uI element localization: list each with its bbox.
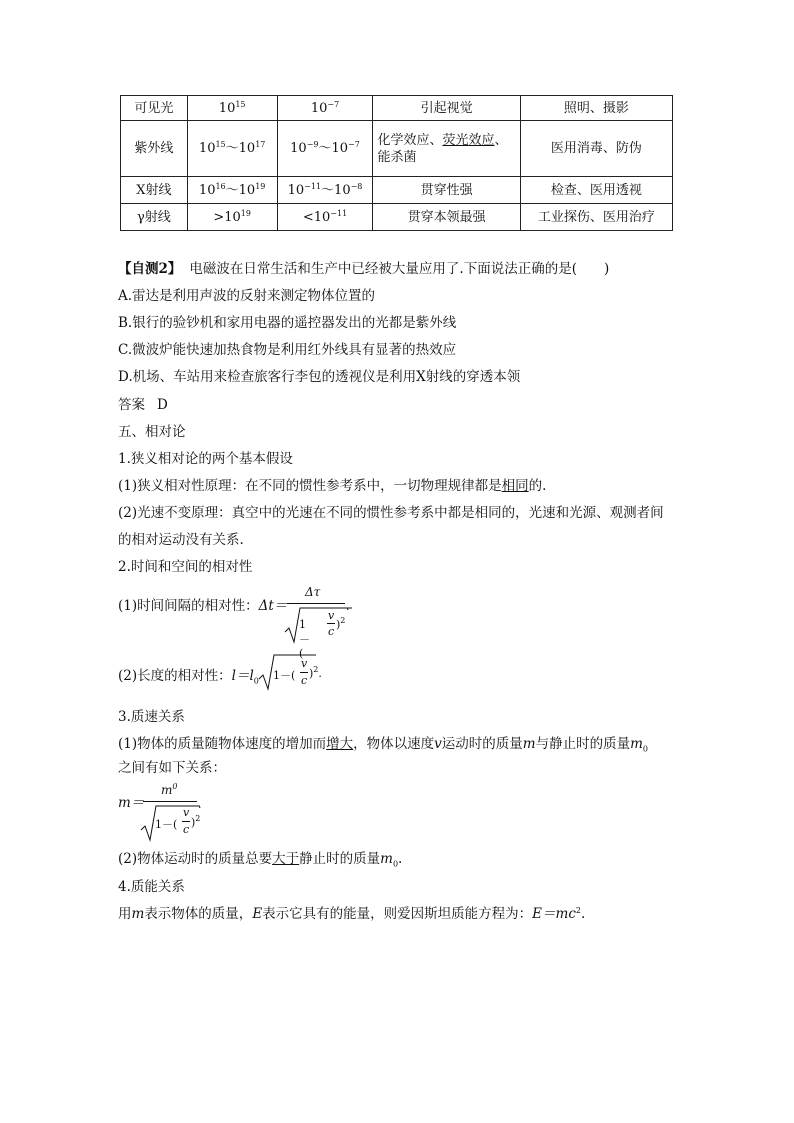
frequency-cell: $10^{15}\sim 10^{17}$ [187, 121, 277, 177]
property-cell: 贯穿本领最强 [373, 204, 520, 231]
c-denominator: c [183, 823, 190, 836]
c-denominator: c [328, 625, 335, 638]
use-cell: 医用消毒、防伪 [520, 121, 672, 177]
wavelength-cell: $10^{-7}$ [277, 96, 373, 121]
property-cell: 引起视觉 [373, 96, 520, 121]
period: . [346, 600, 350, 613]
fraction-bar [287, 603, 345, 604]
fraction-bar [143, 801, 197, 802]
root-body: 1－( [155, 818, 178, 831]
use-cell: 工业探伤、医用治疗 [520, 204, 672, 231]
wave-name: γ射线 [121, 204, 188, 231]
frequency-cell: $>10^{19}$ [187, 204, 277, 231]
v-numerator: v [301, 657, 308, 670]
question-stem: 【自测2】 电磁波在日常生活和生产中已经被大量应用了.下面说法正确的是( ) [118, 261, 610, 277]
square: )$^2$ [336, 616, 346, 631]
answer-line: 答案 D [118, 397, 168, 413]
option-a: A.雷达是利用声波的反射来测定物体位置的 [118, 288, 376, 304]
subsection-title: 4.质能关系 [118, 879, 185, 895]
paragraph: (1)物体的质量随物体速度的增加而增大，物体以速度v运动时的质量m与静止时的质量$m_0$ [118, 736, 648, 754]
property-cell: 贯穿性强 [373, 177, 520, 204]
square: )$^2$ [191, 814, 201, 829]
m0-numerator: $m^0$ [161, 782, 178, 797]
paragraph: (2)光速不变原理：真空中的光速在不同的惯性参考系中都是相同的，光速和光源、观测者间 [118, 505, 664, 521]
fraction-bar [300, 672, 308, 673]
square: )$^2$. [309, 665, 322, 680]
root-body: 1－( [273, 669, 296, 682]
fraction-bar [327, 623, 335, 624]
root-body: 1－( [299, 618, 310, 660]
paragraph: 的相对运动没有关系. [118, 532, 244, 548]
wave-name: 紫外线 [121, 121, 188, 177]
paragraph: (1)狭义相对性原理：在不同的惯性参考系中，一切物理规律都是相同的. [118, 478, 547, 494]
frequency-cell: $10^{16}\sim 10^{19}$ [187, 177, 277, 204]
use-cell: 照明、摄影 [520, 96, 672, 121]
property-cell: 化学效应、荧光效应、 能杀菌 [373, 121, 520, 177]
table-row [121, 177, 673, 204]
paragraph: 用m表示物体的质量，E表示它具有的能量，则爱因斯坦质能方程为：$E=mc^2$. [118, 906, 586, 922]
c-denominator: c [301, 674, 308, 687]
subsection-title: 1.狭义相对论的两个基本假设 [118, 451, 293, 467]
subsection-title: 2.时间和空间的相对性 [118, 559, 253, 575]
v-numerator: v [183, 806, 190, 819]
wavelength-cell: $10^{-9}\sim 10^{-7}$ [277, 121, 373, 177]
formula-label: (1)时间间隔的相对性：Δt＝ [118, 598, 288, 614]
v-over-c: v [328, 609, 335, 622]
fraction-bar [182, 821, 190, 822]
frequency-cell: $10^{15}$ [187, 96, 277, 121]
option-b: B.银行的验钞机和家用电器的遥控器发出的光都是紫外线 [118, 315, 457, 331]
paragraph: 之间有如下关系： [118, 760, 226, 776]
formula-label: (2)长度的相对性：$l=l_0$ [118, 668, 259, 686]
table-row [121, 204, 673, 231]
table-row [121, 121, 673, 177]
wave-name: 可见光 [121, 96, 188, 121]
wave-name: X射线 [121, 177, 188, 204]
option-d: D.机场、车站用来检查旅客行李包的透视仪是利用X射线的穿透本领 [118, 369, 521, 385]
option-c: C.微波炉能快速加热食物是利用红外线具有显著的热效应 [118, 342, 457, 358]
table-row [121, 96, 673, 121]
subsection-title: 3.质速关系 [118, 709, 185, 725]
numerator: Δτ [305, 585, 321, 599]
paragraph: (2)物体运动时的质量总要大于静止时的质量$m_0$. [118, 851, 403, 869]
wavelength-cell: $<10^{-11}$ [277, 204, 373, 231]
section-heading: 五、相对论 [118, 424, 186, 440]
formula-lhs: m＝ [118, 795, 145, 811]
use-cell: 检查、医用透视 [520, 177, 672, 204]
period: . [198, 798, 202, 811]
wavelength-cell: $10^{-11}\sim 10^{-8}$ [277, 177, 373, 204]
em-spectrum-table [120, 95, 673, 231]
